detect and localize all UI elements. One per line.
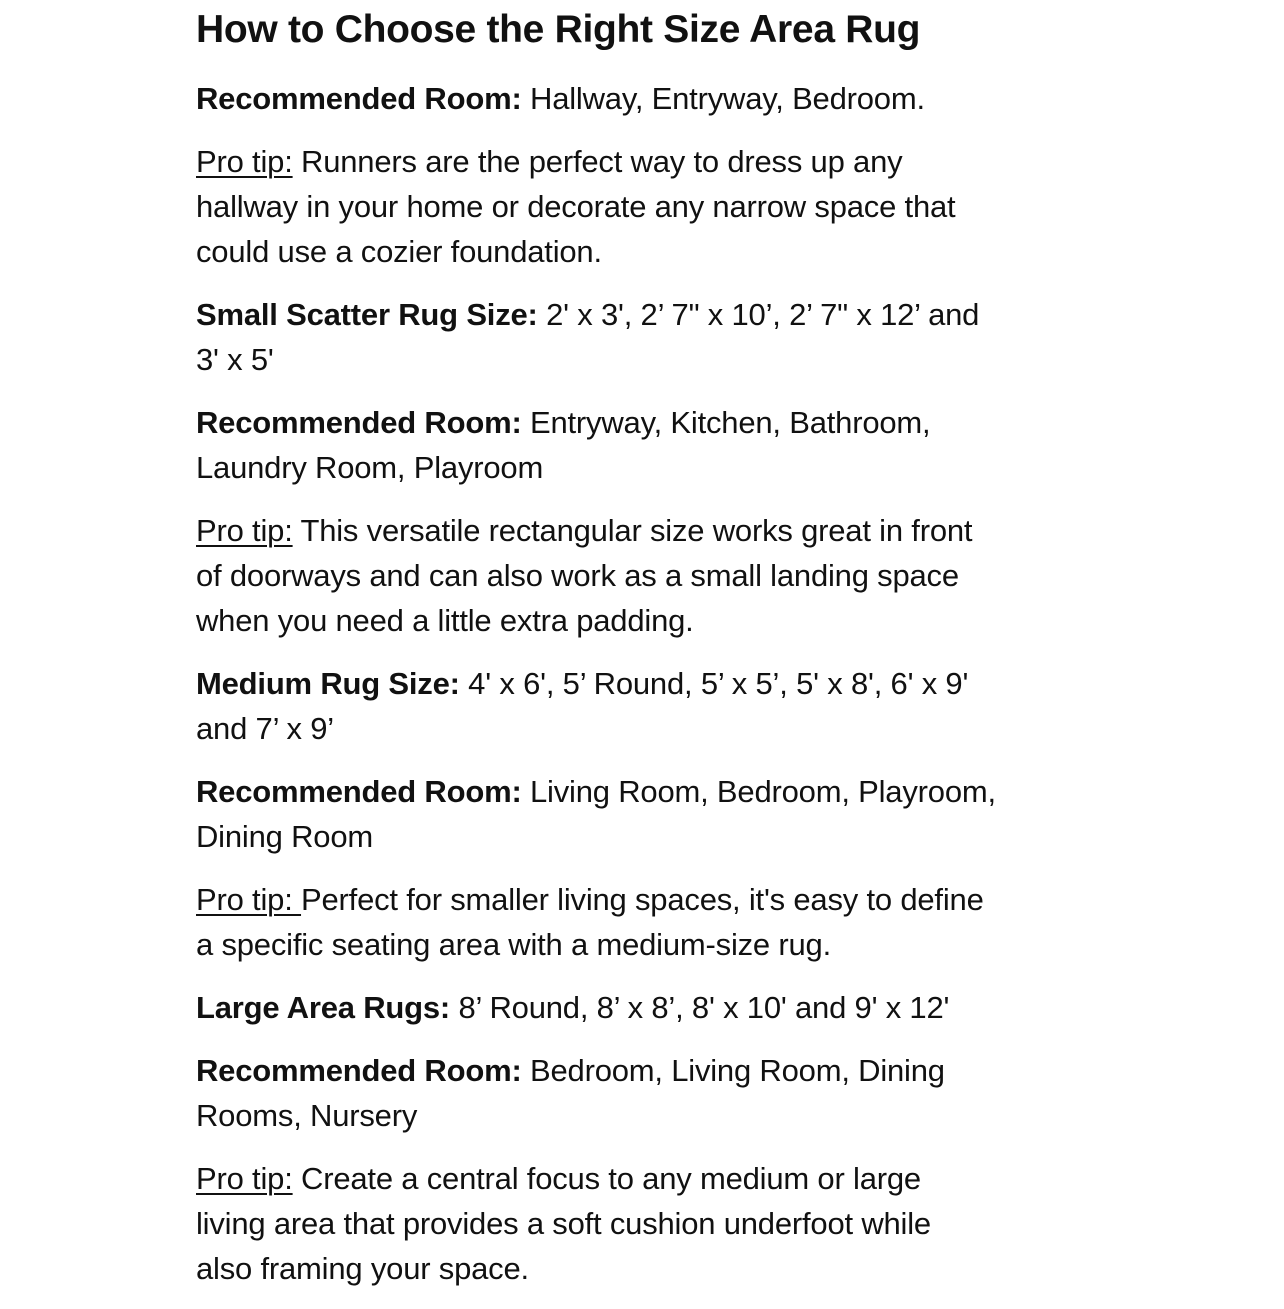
size-label: Large Area Rugs: [196, 990, 451, 1025]
room-text: Rooms, Nursery [196, 1098, 418, 1133]
room-text: Laundry Room, Playroom [196, 450, 544, 485]
pro-tip-large [196, 1156, 1256, 1291]
recommended-room-medium [196, 769, 1256, 859]
recommended-room-small [196, 400, 1256, 490]
room-label: Recommended Room: [196, 774, 522, 809]
tip-text: when you need a little extra padding. [196, 603, 694, 638]
pro-tip-label: Pro tip: [196, 144, 293, 179]
size-label: Small Scatter Rug Size: [196, 297, 538, 332]
tip-text: Perfect for smaller living spaces, it's easy to define [301, 882, 984, 917]
room-text: Living Room, Bedroom, Playroom, [521, 774, 996, 809]
room-text: Dining Room [196, 819, 373, 854]
tip-text: a specific seating area with a medium-size rug. [196, 927, 832, 962]
room-text: Hallway, Entryway, Bedroom. [521, 81, 925, 116]
room-label: Recommended Room: [196, 1053, 522, 1088]
size-text: 8’ Round, 8’ x 8’, 8' x 10' and 9' x 12' [450, 990, 950, 1025]
tip-text: also framing your space. [196, 1251, 529, 1286]
size-medium [196, 661, 1256, 751]
size-text: 4' x 6', 5’ Round, 5’ x 5’, 5' x 8', 6' x 9' [459, 666, 969, 701]
recommended-room-runner [196, 76, 1256, 121]
room-label: Recommended Room: [196, 405, 522, 440]
tip-text: could use a cozier foundation. [196, 234, 602, 269]
room-text: Bedroom, Living Room, Dining [521, 1053, 945, 1088]
room-label: Recommended Room: [196, 81, 522, 116]
pro-tip-label: Pro tip: [196, 1161, 293, 1196]
pro-tip-label: Pro tip: [196, 513, 293, 548]
tip-text: Runners are the perfect way to dress up any [292, 144, 903, 179]
page-title: How to Choose the Right Size Area Rug [196, 8, 921, 51]
tip-text: of doorways and can also work as a small landing space [196, 558, 959, 593]
pro-tip-label: Pro tip: [196, 882, 302, 917]
size-text: 3' x 5' [196, 342, 274, 377]
pro-tip-runner [196, 139, 1256, 274]
size-label: Medium Rug Size: [196, 666, 460, 701]
recommended-room-large [196, 1048, 1256, 1138]
size-small-scatter [196, 292, 1256, 382]
size-text: 2' x 3', 2’ 7" x 10’, 2’ 7" x 12’ and [537, 297, 980, 332]
rug-size-guide [196, 6, 1256, 1309]
tip-text: living area that provides a soft cushion underfoot while [196, 1206, 931, 1241]
pro-tip-small [196, 508, 1256, 643]
room-text: Entryway, Kitchen, Bathroom, [521, 405, 931, 440]
tip-text: Create a central focus to any medium or large [292, 1161, 921, 1196]
size-text: and 7’ x 9’ [196, 711, 334, 746]
tip-text: hallway in your home or decorate any narrow space that [196, 189, 956, 224]
tip-text: This versatile rectangular size works great in front [292, 513, 973, 548]
size-large [196, 985, 1256, 1030]
pro-tip-medium [196, 877, 1256, 967]
